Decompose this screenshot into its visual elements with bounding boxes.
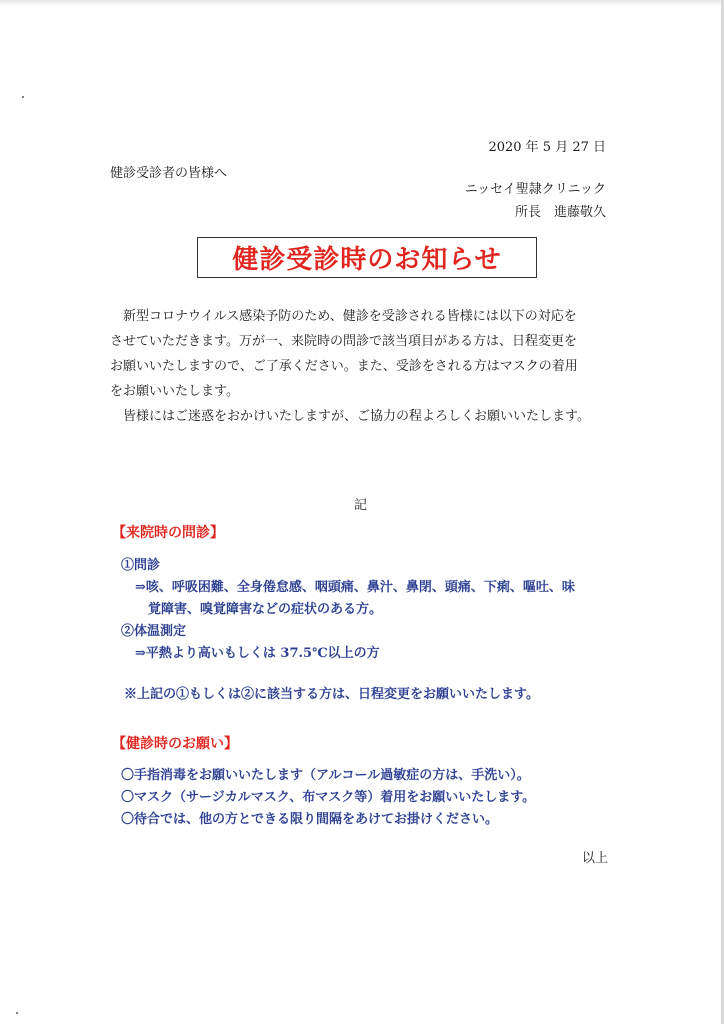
item-temperature-detail: ⇒平熱より高いもしくは 37.5℃以上の方 [135, 646, 380, 661]
director-name: 所長 進藤敬久 [514, 205, 606, 220]
item-interview-detail: ⇒咳、呼吸困難、全身倦怠感、咽頭痛、鼻汁、鼻閉、頭痛、下痢、嘔吐、味 [135, 580, 575, 595]
intro-line: させていただきます。万が一、来院時の問診で該当項目がある方は、日程変更を [110, 334, 577, 349]
intro-line: をお願いいたします。 [110, 384, 239, 399]
request-item: 〇手指消毒をお願いいたします（アルコール過敏症の方は、手洗い）。 [121, 768, 530, 783]
section-heading-requests: 【健診時のお願い】 [112, 736, 238, 752]
intro-line: 新型コロナウイルス感染予防のため、健診を受診される皆様には以下の対応を [123, 309, 577, 324]
addressee: 健診受診者の皆様へ [110, 166, 228, 181]
section-heading-visit-interview: 【来院時の問診】 [112, 525, 224, 541]
reschedule-note: ※上記の①もしくは②に該当する方は、日程変更をお願いいたします。 [124, 687, 539, 702]
notice-date: 2020 年 5 月 27 日 [488, 140, 606, 155]
scan-speck [22, 96, 24, 98]
request-item: 〇待合では、他の方とできる限り間隔をあけてお掛けください。 [121, 812, 499, 827]
item-interview-detail: 覚障害、嗅覚障害などの症状のある方。 [148, 602, 383, 617]
notice-title: 健診受診時のお知らせ [197, 237, 537, 278]
request-item: 〇マスク（サージカルマスク、布マスク等）着用をお願いいたします。 [121, 790, 536, 805]
intro-line: 皆様にはご迷惑をおかけいたしますが、ご協力の程よろしくお願いいたします。 [123, 409, 590, 424]
scan-speck [16, 1012, 18, 1014]
intro-line: お願いいたしますので、ご了承ください。また、受診をされる方はマスクの着用 [110, 359, 578, 374]
item-interview-title: ①問診 [121, 558, 161, 573]
closing-mark: 以上 [581, 851, 608, 866]
ki-mark: 記 [354, 498, 368, 513]
item-temperature-title: ②体温測定 [121, 624, 187, 639]
intro-paragraph [110, 304, 616, 429]
clinic-name: ニッセイ聖隷クリニック [464, 182, 606, 197]
scan-top-shadow [0, 0, 724, 6]
